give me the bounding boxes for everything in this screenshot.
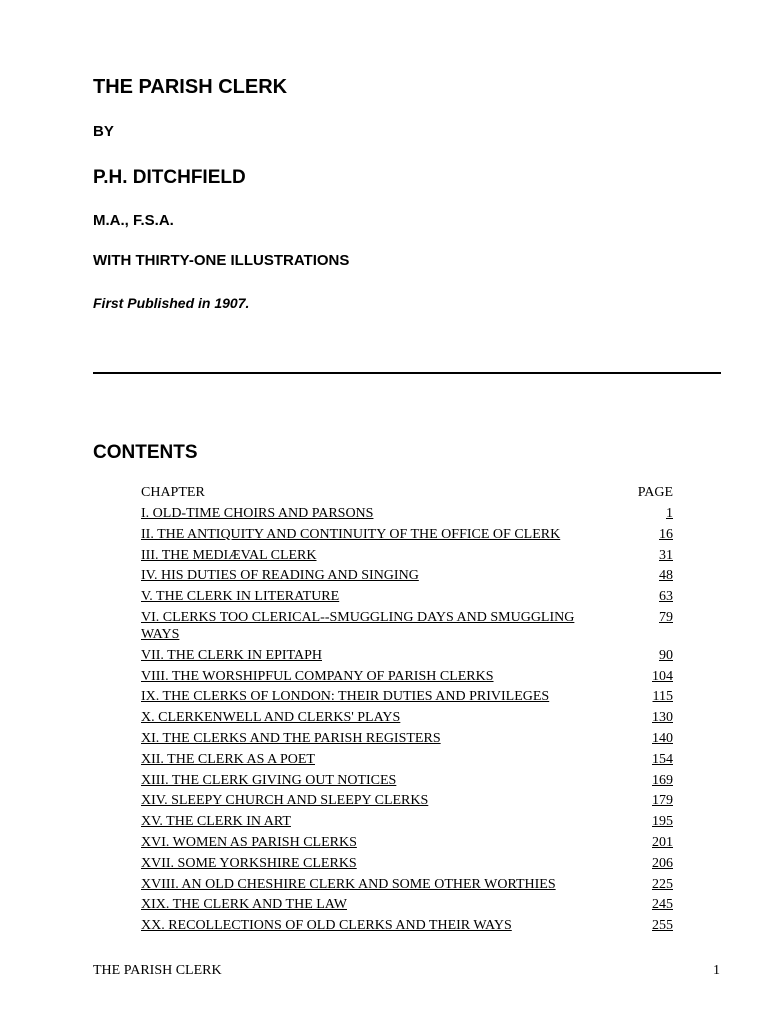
toc-row: [141, 567, 673, 584]
toc-row: [141, 772, 673, 789]
chapter-link[interactable]: VII. THE CLERK IN EPITAPH: [141, 647, 322, 663]
toc-header-row: [141, 484, 673, 505]
chapter-page-link[interactable]: 154: [652, 751, 673, 767]
toc-row: [141, 876, 673, 893]
toc-row: [141, 668, 673, 685]
chapter-page-link[interactable]: 31: [659, 547, 673, 563]
toc-row: [141, 792, 673, 809]
chapter-link[interactable]: XIV. SLEEPY CHURCH AND SLEEPY CLERKS: [141, 793, 429, 809]
toc-row: [141, 588, 673, 605]
chapter-link[interactable]: XI. THE CLERKS AND THE PARISH REGISTERS: [141, 730, 441, 746]
chapter-link[interactable]: X. CLERKENWELL AND CLERKS' PLAYS: [141, 710, 401, 726]
chapter-page-link[interactable]: 115: [652, 689, 673, 705]
toc-row: [141, 896, 673, 913]
chapter-page-link[interactable]: 206: [652, 855, 673, 871]
toc-row: [141, 730, 673, 747]
contents-heading: CONTENTS: [93, 442, 198, 463]
chapter-page-link[interactable]: 169: [652, 772, 673, 788]
chapter-link[interactable]: IV. HIS DUTIES OF READING AND SINGING: [141, 568, 419, 584]
chapter-link[interactable]: XVII. SOME YORKSHIRE CLERKS: [141, 855, 357, 871]
toc-row: [141, 855, 673, 872]
chapter-page-link[interactable]: 79: [659, 609, 673, 625]
toc-row: [141, 834, 673, 851]
toc-row: [141, 505, 673, 522]
toc-row: [141, 547, 673, 564]
toc-column-page: PAGE: [637, 485, 673, 500]
by-line: BY: [93, 123, 114, 140]
chapter-page-link[interactable]: 104: [652, 668, 673, 684]
chapter-link[interactable]: III. THE MEDIÆVAL CLERK: [141, 547, 317, 563]
chapter-link[interactable]: VI. CLERKS TOO CLERICAL--SMUGGLING DAYS AND SMUGGLING WAYS: [141, 609, 575, 642]
chapter-link[interactable]: XII. THE CLERK AS A POET: [141, 751, 315, 767]
chapter-page-link[interactable]: 245: [652, 897, 673, 913]
book-title: THE PARISH CLERK: [93, 76, 288, 98]
chapter-link[interactable]: XV. THE CLERK IN ART: [141, 814, 291, 830]
chapter-page-link[interactable]: 1: [666, 506, 673, 521]
toc-column-chapter: CHAPTER: [141, 485, 205, 500]
running-footer-title: THE PARISH CLERK: [93, 963, 222, 978]
chapter-link[interactable]: I. OLD-TIME CHOIRS AND PARSONS: [141, 506, 374, 521]
author-name: P.H. DITCHFIELD: [93, 167, 246, 188]
chapter-link[interactable]: XIII. THE CLERK GIVING OUT NOTICES: [141, 772, 397, 788]
chapter-page-link[interactable]: 63: [659, 589, 673, 605]
chapter-link[interactable]: II. THE ANTIQUITY AND CONTINUITY OF THE OFFICE OF CLERK: [141, 526, 561, 542]
chapter-page-link[interactable]: 48: [659, 568, 673, 584]
horizontal-rule: [93, 372, 721, 374]
publication-note: First Published in 1907.: [93, 295, 250, 311]
chapter-page-link[interactable]: 130: [652, 710, 673, 726]
toc-row: [141, 917, 673, 934]
toc-row: [141, 688, 673, 705]
toc-row: [141, 647, 673, 664]
chapter-page-link[interactable]: 16: [659, 526, 673, 542]
toc-row: [141, 751, 673, 768]
chapter-link[interactable]: IX. THE CLERKS OF LONDON: THEIR DUTIES AND PRIVILEGES: [141, 689, 550, 705]
page-number: 1: [713, 963, 720, 978]
toc-row: [141, 813, 673, 830]
chapter-page-link[interactable]: 255: [652, 918, 673, 934]
toc-row: [141, 526, 673, 543]
chapter-page-link[interactable]: 201: [652, 834, 673, 850]
chapter-link[interactable]: VIII. THE WORSHIPFUL COMPANY OF PARISH CLERKS: [141, 668, 494, 684]
chapter-link[interactable]: XVIII. AN OLD CHESHIRE CLERK AND SOME OTHER WORTHIES: [141, 876, 556, 892]
author-degrees: M.A., F.S.A.: [93, 212, 174, 229]
toc-row: [141, 709, 673, 726]
illustrations-note: WITH THIRTY-ONE ILLUSTRATIONS: [93, 252, 350, 269]
chapter-link[interactable]: XIX. THE CLERK AND THE LAW: [141, 897, 348, 913]
chapter-link[interactable]: XX. RECOLLECTIONS OF OLD CLERKS AND THEIR WAYS: [141, 918, 512, 934]
table-of-contents: [141, 484, 673, 938]
chapter-link[interactable]: V. THE CLERK IN LITERATURE: [141, 589, 340, 605]
chapter-page-link[interactable]: 195: [652, 814, 673, 830]
chapter-page-link[interactable]: 90: [659, 647, 673, 663]
chapter-page-link[interactable]: 140: [652, 730, 673, 746]
toc-row: [141, 609, 673, 643]
chapter-page-link[interactable]: 179: [652, 793, 673, 809]
chapter-link[interactable]: XVI. WOMEN AS PARISH CLERKS: [141, 834, 357, 850]
chapter-page-link[interactable]: 225: [652, 876, 673, 892]
toc-rows: [141, 505, 673, 934]
